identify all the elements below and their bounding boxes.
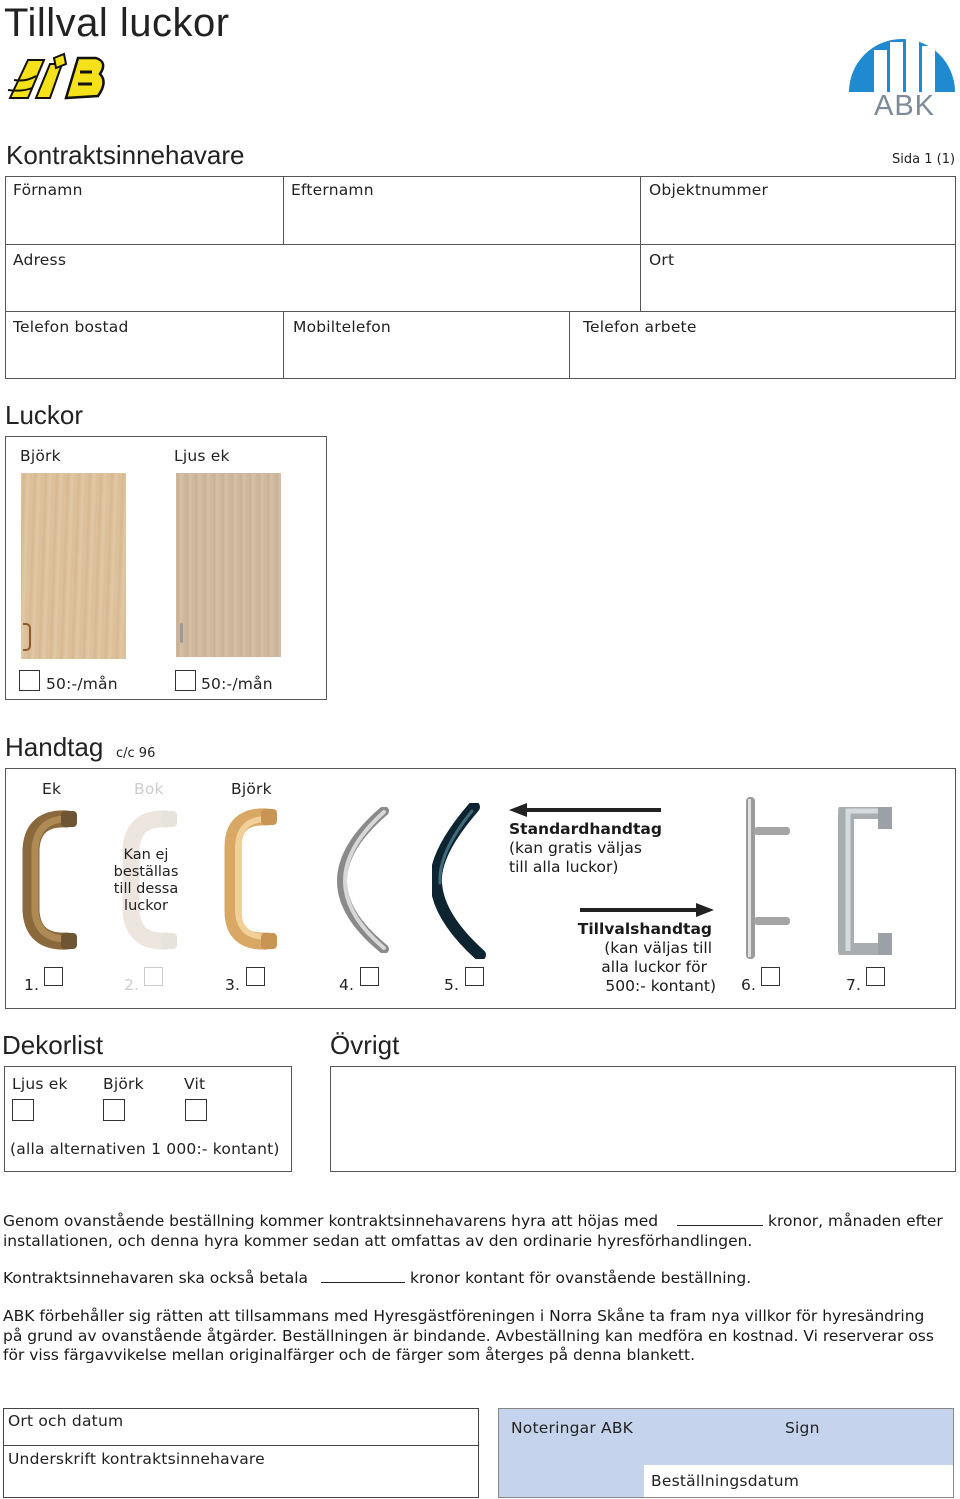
contract-heading: Kontraktsinnehavare	[6, 140, 245, 170]
door-handle-icon	[180, 623, 183, 643]
handtag-4-checkbox[interactable]	[360, 967, 379, 986]
abk-notes-box	[498, 1408, 954, 1498]
tillval-line: (kan väljas till	[604, 939, 712, 957]
luckor-ljusek-label: Ljus ek	[174, 447, 230, 465]
handtag-box	[5, 768, 956, 1009]
standard-line: till alla luckor)	[509, 858, 619, 876]
ljusek-price: 50:-/mån	[201, 675, 273, 693]
abk-logo-text: ABK	[874, 90, 936, 122]
contract-form	[5, 176, 956, 379]
ort-field[interactable]: Ort	[649, 251, 675, 269]
bok-note-line: till dessa	[113, 881, 179, 897]
bjork-checkbox[interactable]	[19, 670, 40, 691]
bjork-handle-icon	[221, 807, 281, 951]
standard-handle-info	[509, 820, 662, 877]
handtag-heading: Handtag	[5, 732, 104, 762]
luckor-box	[5, 436, 327, 700]
handtag-2-checkbox	[144, 967, 163, 986]
standard-title: Standardhandtag	[509, 820, 662, 838]
bok-note-line: Kan ej	[123, 847, 169, 863]
terms-text: kronor, månaden efter	[768, 1212, 943, 1230]
bestallningsdatum-field[interactable]	[644, 1465, 953, 1497]
bok-note	[106, 847, 186, 915]
steel-arc-handle-icon	[336, 807, 391, 953]
telefon-bostad-field[interactable]: Telefon bostad	[13, 318, 129, 336]
handtag-ek-label: Ek	[42, 780, 62, 798]
bjork-door-swatch	[21, 473, 126, 659]
mobiltelefon-field[interactable]: Mobiltelefon	[293, 318, 391, 336]
tillval-handle-info	[566, 920, 716, 996]
terms-text: Genom ovanstående beställning kommer kontraktsinnehavarens hyra att höjas med	[3, 1212, 659, 1230]
objektnummer-field[interactable]: Objektnummer	[649, 181, 769, 199]
terms-text: Kontraktsinnehavaren ska också betala	[3, 1269, 309, 1287]
dark-arc-handle-icon	[432, 803, 487, 959]
handtag-6-checkbox[interactable]	[761, 967, 780, 986]
ovrigt-heading: Övrigt	[330, 1030, 400, 1060]
sign-label: Sign	[785, 1419, 820, 1437]
handtag-5-checkbox[interactable]	[465, 967, 484, 986]
tbar-handle-icon	[736, 795, 796, 963]
tillval-title: Tillvalshandtag	[577, 920, 712, 938]
adress-field[interactable]: Adress	[13, 251, 67, 269]
bracket-handle-icon	[832, 807, 898, 955]
handtag-cc: c/c 96	[116, 746, 156, 761]
terms-paragraph-2	[3, 1269, 953, 1289]
dekorlist-note: (alla alternativen 1 000:- kontant)	[10, 1140, 280, 1158]
handtag-number: 4.	[339, 976, 355, 994]
ek-handle-icon	[21, 809, 81, 951]
door-handle-icon	[23, 623, 31, 651]
bok-note-line: luckor	[124, 898, 168, 914]
handtag-number: 5.	[444, 976, 460, 994]
tillval-line: alla luckor för	[601, 958, 707, 976]
tillval-line: 500:- kontant)	[605, 977, 716, 995]
telefon-arbete-field[interactable]: Telefon arbete	[583, 318, 697, 336]
terms-text: på grund av ovanstående åtgärder. Beställningen är bindande. Avbeställning kan medföra en kostnad. Vi reserverar oss	[3, 1326, 934, 1345]
dekorlist-bjork-label: Björk	[103, 1075, 144, 1093]
dekorlist-vit-label: Vit	[184, 1075, 206, 1093]
luckor-heading: Luckor	[5, 400, 84, 430]
noteringar-abk-label: Noteringar ABK	[511, 1419, 634, 1437]
dekorlist-ljusek-label: Ljus ek	[12, 1075, 68, 1093]
ort-datum-field[interactable]: Ort och datum	[8, 1412, 124, 1430]
dekorlist-ljusek-checkbox[interactable]	[12, 1099, 34, 1121]
handtag-number: 6.	[741, 976, 757, 994]
terms-paragraph-3	[3, 1307, 959, 1366]
dekorlist-vit-checkbox[interactable]	[185, 1099, 207, 1121]
handtag-number: 3.	[225, 976, 241, 994]
lib-logo	[6, 52, 110, 102]
terms-text: ABK förbehåller sig rätten att tillsammans med Hyresgästföreningen i Norra Skåne ta fram nya villkor för hyresändring	[3, 1307, 925, 1325]
ljusek-door-swatch	[176, 473, 281, 657]
bjork-price: 50:-/mån	[46, 675, 118, 693]
terms-text: kronor kontant för ovanstående beställning.	[410, 1269, 752, 1287]
dekorlist-bjork-checkbox[interactable]	[103, 1099, 125, 1121]
ovrigt-textarea[interactable]	[330, 1066, 956, 1172]
terms-paragraph-1	[3, 1212, 953, 1251]
handtag-number: 1.	[24, 976, 40, 994]
standard-line: (kan gratis väljas	[509, 839, 642, 857]
handtag-7-checkbox[interactable]	[866, 967, 885, 986]
dekorlist-heading: Dekorlist	[2, 1030, 104, 1060]
rent-increase-blank[interactable]	[677, 1213, 763, 1226]
standard-arrow-icon	[509, 803, 661, 817]
page-title: Tillval luckor	[4, 1, 230, 45]
fornamn-field[interactable]: Förnamn	[13, 181, 83, 199]
page-number: Sida 1 (1)	[892, 152, 956, 167]
terms-text: för viss färgavvikelse mellan originalfärger och de färger som återges på denna blankett.	[3, 1346, 695, 1364]
terms-text: installationen, och denna hyra kommer sedan att omfattas av den ordinarie hyresförhandlingen.	[3, 1231, 753, 1250]
ljusek-checkbox[interactable]	[175, 670, 196, 691]
handtag-bok-label: Bok	[134, 780, 164, 798]
abk-logo	[846, 6, 958, 124]
luckor-bjork-label: Björk	[20, 447, 61, 465]
handtag-number: 2.	[124, 976, 140, 994]
handtag-number: 7.	[846, 976, 862, 994]
cash-payment-blank[interactable]	[321, 1270, 405, 1283]
handtag-1-checkbox[interactable]	[44, 967, 63, 986]
handtag-bjork-label: Björk	[231, 780, 272, 798]
handtag-3-checkbox[interactable]	[246, 967, 265, 986]
efternamn-field[interactable]: Efternamn	[291, 181, 374, 199]
bok-note-line: beställas	[113, 864, 179, 880]
bestallningsdatum-label: Beställningsdatum	[651, 1472, 800, 1490]
signature-box	[3, 1408, 479, 1498]
tillval-arrow-icon	[580, 903, 714, 917]
underskrift-field[interactable]: Underskrift kontraktsinnehavare	[8, 1450, 265, 1468]
dekorlist-box	[4, 1066, 292, 1172]
